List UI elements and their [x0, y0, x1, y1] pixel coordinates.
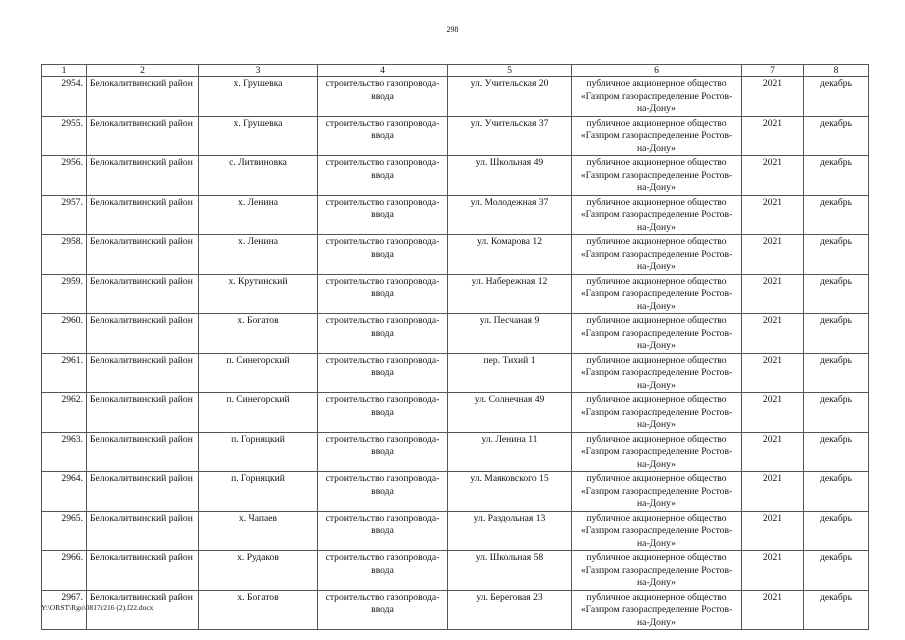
- locality-cell: п. Синегорский: [199, 353, 318, 393]
- year-cell: 2021: [742, 274, 804, 314]
- column-header-7: 7: [742, 65, 804, 77]
- locality-cell: х. Крутинский: [199, 274, 318, 314]
- organization-cell: публичное акционерное общество «Газпром газораспределение Ростов-на-Дону»: [572, 353, 742, 393]
- locality-cell: х. Рудаков: [199, 551, 318, 591]
- organization-cell: публичное акционерное общество «Газпром газораспределение Ростов-на-Дону»: [572, 116, 742, 156]
- locality-cell: х. Богатов: [199, 590, 318, 630]
- column-header-8: 8: [804, 65, 869, 77]
- district-cell: Белокалитвинский район: [87, 156, 199, 196]
- work-type-cell: строительство газопровода-ввода: [318, 116, 448, 156]
- organization-cell: публичное акционерное общество «Газпром газораспределение Ростов-на-Дону»: [572, 511, 742, 551]
- year-cell: 2021: [742, 393, 804, 433]
- row-number: 2956.: [42, 156, 87, 196]
- district-cell: Белокалитвинский район: [87, 274, 199, 314]
- locality-cell: с. Литвиновка: [199, 156, 318, 196]
- column-header-1: 1: [42, 65, 87, 77]
- year-cell: 2021: [742, 551, 804, 591]
- row-number: 2957.: [42, 195, 87, 235]
- column-header-4: 4: [318, 65, 448, 77]
- month-cell: декабрь: [804, 353, 869, 393]
- address-cell: ул. Ленина 11: [448, 432, 572, 472]
- organization-cell: публичное акционерное общество «Газпром газораспределение Ростов-на-Дону»: [572, 590, 742, 630]
- table-row: [42, 77, 869, 117]
- column-header-3: 3: [199, 65, 318, 77]
- locality-cell: х. Ленина: [199, 195, 318, 235]
- district-cell: Белокалитвинский район: [87, 195, 199, 235]
- year-cell: 2021: [742, 116, 804, 156]
- month-cell: декабрь: [804, 393, 869, 433]
- organization-cell: публичное акционерное общество «Газпром газораспределение Ростов-на-Дону»: [572, 156, 742, 196]
- row-number: 2955.: [42, 116, 87, 156]
- work-type-cell: строительство газопровода-ввода: [318, 432, 448, 472]
- organization-cell: публичное акционерное общество «Газпром газораспределение Ростов-на-Дону»: [572, 314, 742, 354]
- row-number: 2963.: [42, 432, 87, 472]
- month-cell: декабрь: [804, 274, 869, 314]
- district-cell: Белокалитвинский район: [87, 472, 199, 512]
- row-number: 2966.: [42, 551, 87, 591]
- address-cell: ул. Учительская 37: [448, 116, 572, 156]
- locality-cell: х. Ленина: [199, 235, 318, 275]
- locality-cell: х. Чапаев: [199, 511, 318, 551]
- table-row: [42, 590, 869, 630]
- year-cell: 2021: [742, 432, 804, 472]
- locality-cell: п. Горняцкий: [199, 472, 318, 512]
- row-number: 2961.: [42, 353, 87, 393]
- row-number: 2965.: [42, 511, 87, 551]
- district-cell: Белокалитвинский район: [87, 432, 199, 472]
- work-type-cell: строительство газопровода-ввода: [318, 393, 448, 433]
- month-cell: декабрь: [804, 511, 869, 551]
- year-cell: 2021: [742, 472, 804, 512]
- month-cell: декабрь: [804, 472, 869, 512]
- month-cell: декабрь: [804, 551, 869, 591]
- locality-cell: п. Горняцкий: [199, 432, 318, 472]
- year-cell: 2021: [742, 590, 804, 630]
- table-row: [42, 314, 869, 354]
- district-cell: Белокалитвинский район: [87, 590, 199, 630]
- organization-cell: публичное акционерное общество «Газпром газораспределение Ростов-на-Дону»: [572, 274, 742, 314]
- address-cell: ул. Песчаная 9: [448, 314, 572, 354]
- row-number: 2967.: [42, 590, 87, 630]
- address-cell: ул. Маяковского 15: [448, 472, 572, 512]
- year-cell: 2021: [742, 353, 804, 393]
- column-header-5: 5: [448, 65, 572, 77]
- work-type-cell: строительство газопровода-ввода: [318, 77, 448, 117]
- organization-cell: публичное акционерное общество «Газпром газораспределение Ростов-на-Дону»: [572, 393, 742, 433]
- district-cell: Белокалитвинский район: [87, 353, 199, 393]
- organization-cell: публичное акционерное общество «Газпром газораспределение Ростов-на-Дону»: [572, 551, 742, 591]
- address-cell: ул. Береговая 23: [448, 590, 572, 630]
- district-cell: Белокалитвинский район: [87, 77, 199, 117]
- month-cell: декабрь: [804, 314, 869, 354]
- work-type-cell: строительство газопровода-ввода: [318, 314, 448, 354]
- district-cell: Белокалитвинский район: [87, 235, 199, 275]
- district-cell: Белокалитвинский район: [87, 511, 199, 551]
- address-cell: ул. Молодежная 37: [448, 195, 572, 235]
- table-row: [42, 393, 869, 433]
- table-row: [42, 274, 869, 314]
- table-row: [42, 195, 869, 235]
- work-type-cell: строительство газопровода-ввода: [318, 472, 448, 512]
- header-row: [42, 65, 869, 77]
- year-cell: 2021: [742, 511, 804, 551]
- work-type-cell: строительство газопровода-ввода: [318, 156, 448, 196]
- organization-cell: публичное акционерное общество «Газпром газораспределение Ростов-на-Дону»: [572, 432, 742, 472]
- row-number: 2954.: [42, 77, 87, 117]
- table-row: [42, 511, 869, 551]
- column-header-6: 6: [572, 65, 742, 77]
- district-cell: Белокалитвинский район: [87, 393, 199, 433]
- organization-cell: публичное акционерное общество «Газпром газораспределение Ростов-на-Дону»: [572, 195, 742, 235]
- data-table: [41, 64, 869, 630]
- table-row: [42, 551, 869, 591]
- table-row: [42, 353, 869, 393]
- year-cell: 2021: [742, 195, 804, 235]
- address-cell: ул. Учительская 20: [448, 77, 572, 117]
- month-cell: декабрь: [804, 77, 869, 117]
- district-cell: Белокалитвинский район: [87, 551, 199, 591]
- address-cell: ул. Комарова 12: [448, 235, 572, 275]
- table-row: [42, 432, 869, 472]
- month-cell: декабрь: [804, 116, 869, 156]
- month-cell: декабрь: [804, 156, 869, 196]
- row-number: 2958.: [42, 235, 87, 275]
- table-body: [42, 77, 869, 630]
- address-cell: ул. Раздольная 13: [448, 511, 572, 551]
- work-type-cell: строительство газопровода-ввода: [318, 511, 448, 551]
- year-cell: 2021: [742, 77, 804, 117]
- address-cell: ул. Набережная 12: [448, 274, 572, 314]
- column-header-2: 2: [87, 65, 199, 77]
- row-number: 2962.: [42, 393, 87, 433]
- organization-cell: публичное акционерное общество «Газпром газораспределение Ростов-на-Дону»: [572, 235, 742, 275]
- row-number: 2960.: [42, 314, 87, 354]
- work-type-cell: строительство газопровода-ввода: [318, 235, 448, 275]
- locality-cell: п. Синегорский: [199, 393, 318, 433]
- page-number: 298: [446, 25, 459, 34]
- work-type-cell: строительство газопровода-ввода: [318, 195, 448, 235]
- table-row: [42, 472, 869, 512]
- organization-cell: публичное акционерное общество «Газпром газораспределение Ростов-на-Дону»: [572, 472, 742, 512]
- year-cell: 2021: [742, 235, 804, 275]
- work-type-cell: строительство газопровода-ввода: [318, 353, 448, 393]
- locality-cell: х. Богатов: [199, 314, 318, 354]
- table-row: [42, 116, 869, 156]
- month-cell: декабрь: [804, 195, 869, 235]
- district-cell: Белокалитвинский район: [87, 116, 199, 156]
- organization-cell: публичное акционерное общество «Газпром газораспределение Ростов-на-Дону»: [572, 77, 742, 117]
- row-number: 2964.: [42, 472, 87, 512]
- district-cell: Белокалитвинский район: [87, 314, 199, 354]
- address-cell: ул. Солнечная 49: [448, 393, 572, 433]
- row-number: 2959.: [42, 274, 87, 314]
- locality-cell: х. Грушевка: [199, 77, 318, 117]
- footer-file-path: Y:\ORST\Rgo\0817r216 (2).f22.docx: [41, 603, 154, 612]
- address-cell: ул. Школьная 49: [448, 156, 572, 196]
- year-cell: 2021: [742, 314, 804, 354]
- table-row: [42, 156, 869, 196]
- month-cell: декабрь: [804, 432, 869, 472]
- work-type-cell: строительство газопровода-ввода: [318, 590, 448, 630]
- year-cell: 2021: [742, 156, 804, 196]
- month-cell: декабрь: [804, 590, 869, 630]
- address-cell: ул. Школьная 58: [448, 551, 572, 591]
- work-type-cell: строительство газопровода-ввода: [318, 274, 448, 314]
- month-cell: декабрь: [804, 235, 869, 275]
- table-row: [42, 235, 869, 275]
- locality-cell: х. Грушевка: [199, 116, 318, 156]
- table-header: [42, 65, 869, 77]
- work-type-cell: строительство газопровода-ввода: [318, 551, 448, 591]
- address-cell: пер. Тихий 1: [448, 353, 572, 393]
